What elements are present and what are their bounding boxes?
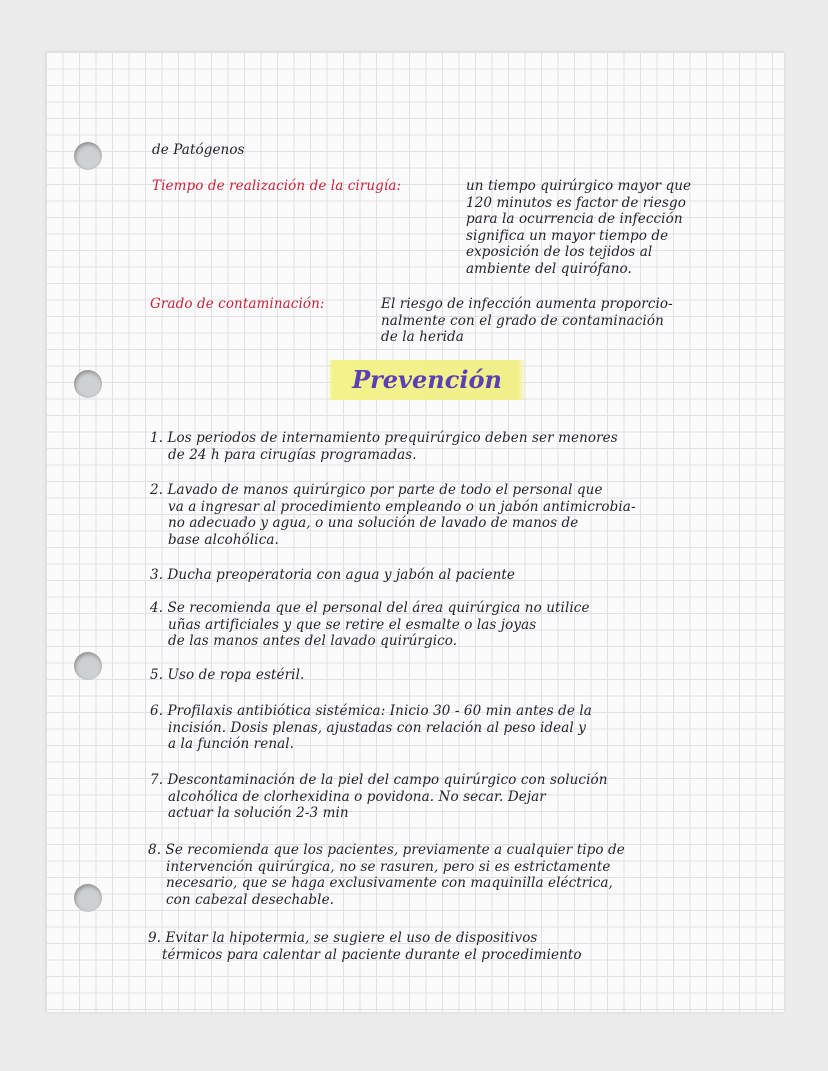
tiempo-line: ambiente del quirófano. [466,260,632,277]
grado-line: de la herida [381,329,464,345]
list-item-line: va a ingresar al procedimiento empleando o un jabón antimicrobia- [168,498,636,515]
grado-line: nalmente con el grado de contaminación [381,312,664,329]
binder-hole [74,884,102,912]
binder-hole [74,142,102,170]
list-item-line: a la función renal. [168,736,295,752]
list-item-line: 7. Descontaminación de la piel del campo quirúrgico con solución [150,772,608,788]
list-item-line: 1. Los periodos de internamiento prequirúrgico deben ser menores [150,430,618,446]
list-item-line: 6. Profilaxis antibiótica sistémica: Inicio 30 - 60 min antes de la [150,703,592,719]
list-item-line: no adecuado y agua, o una solución de lavado de manos de [168,515,579,531]
list-item-line: alcohólica de clorhexidina o povidona. No secar. Dejar [168,788,546,805]
list-item-line: base alcohólica. [168,531,279,548]
grado-line: El riesgo de infección aumenta proporcio- [381,296,673,312]
list-item-line: 4. Se recomienda que el personal del área quirúrgica no utilice [150,600,590,616]
tiempo-label: Tiempo de realización de la cirugía: [152,178,402,194]
intro-line: de Patógenos [152,142,245,158]
binder-hole [74,652,102,680]
highlighted-title [328,360,526,400]
tiempo-line: significa un mayor tiempo de [466,227,669,244]
page-title: Prevención [352,365,502,394]
list-item-line: de 24 h para cirugías programadas. [168,446,417,463]
list-item-line: con cabezal desechable. [166,891,335,908]
list-item-line: 2. Lavado de manos quirúrgico por parte de todo el personal que [150,482,603,498]
tiempo-line: un tiempo quirúrgico mayor que [466,178,692,194]
list-item-line: uñas artificiales y que se retire el esmalte o las joyas [168,616,537,633]
list-item-line: 5. Uso de ropa estéril. [150,667,305,683]
tiempo-line: para la ocurrencia de infección [466,211,683,227]
list-item-line: 8. Se recomienda que los pacientes, previamente a cualquier tipo de [148,842,625,858]
list-item-line: incisión. Dosis plenas, ajustadas con relación al peso ideal y [168,719,586,736]
list-item-line: térmicos para calentar al paciente durante el procedimiento [162,946,582,963]
list-item-line: actuar la solución 2-3 min [168,805,349,821]
list-item-line: intervención quirúrgica, no se rasuren, pero si es estrictamente [166,858,611,875]
list-item-line: 3. Ducha preoperatoria con agua y jabón al paciente [150,567,516,583]
tiempo-line: exposición de los tejidos al [466,244,653,260]
binder-hole [74,370,102,398]
tiempo-line: 120 minutos es factor de riesgo [466,194,686,211]
grado-label: Grado de contaminación: [150,296,325,312]
list-item-line: 9. Evitar la hipotermia, se sugiere el uso de dispositivos [148,930,538,946]
list-item-line: de las manos antes del lavado quirúrgico. [168,633,458,649]
list-item-line: necesario, que se haga exclusivamente con maquinilla eléctrica, [166,875,613,891]
